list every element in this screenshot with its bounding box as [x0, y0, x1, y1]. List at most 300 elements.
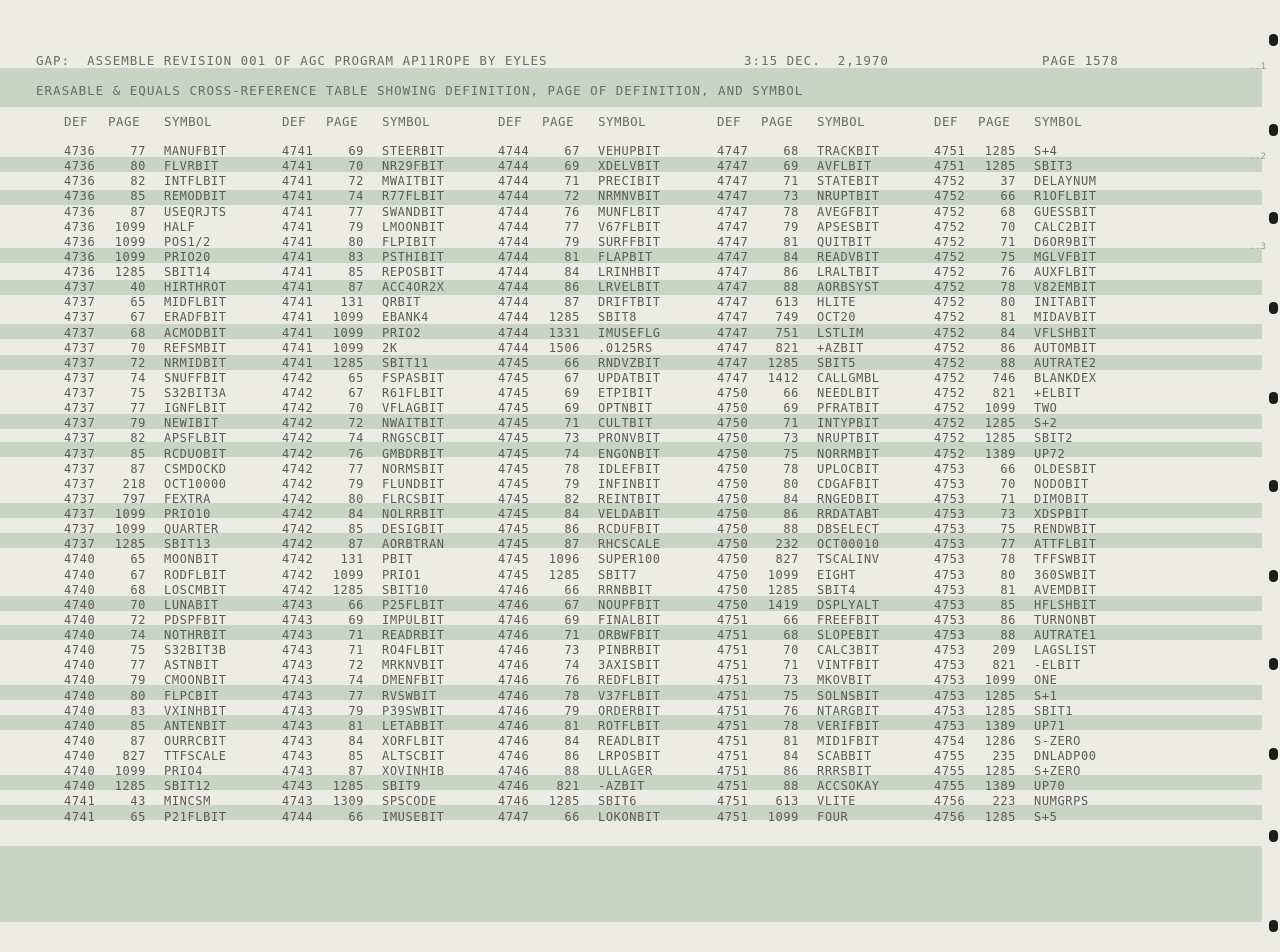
- def-cell: 4753: [934, 537, 966, 552]
- def-cell: 4747: [717, 325, 749, 340]
- symbol-cell: REMODBIT: [164, 189, 227, 204]
- page-cell: 83: [348, 249, 364, 264]
- page-cell: 67: [564, 370, 580, 385]
- def-cell: 4746: [498, 643, 530, 658]
- def-cell: 4742: [282, 567, 314, 582]
- symbol-cell: FLPCBIT: [164, 688, 219, 703]
- symbol-cell: RCDUFBIT: [598, 522, 661, 537]
- def-cell: 4744: [498, 219, 530, 234]
- def-cell: 4746: [498, 628, 530, 642]
- symbol-cell: LRPOSBIT: [598, 749, 661, 763]
- page-cell: 73: [1000, 507, 1016, 521]
- symbol-cell: MUNFLBIT: [598, 204, 661, 219]
- symbol-cell: PBIT: [382, 552, 414, 567]
- page-cell: 746: [992, 370, 1016, 385]
- page-cell: 1285: [984, 688, 1016, 703]
- page-cell: 66: [783, 386, 799, 400]
- page-cell: 65: [130, 295, 146, 310]
- page-cell: 79: [564, 703, 580, 718]
- def-cell: 4750: [717, 597, 749, 612]
- symbol-cell: DELAYNUM: [1034, 174, 1097, 189]
- def-cell: 4751: [717, 718, 749, 733]
- page-cell: 235: [992, 749, 1016, 763]
- page-cell: 87: [348, 280, 364, 295]
- def-cell: 4750: [717, 491, 749, 506]
- symbol-cell: REINTBIT: [598, 491, 661, 506]
- def-cell: 4744: [498, 340, 530, 355]
- symbol-cell: APSESBIT: [817, 219, 880, 234]
- page-cell: 86: [783, 507, 799, 521]
- page-cell: 70: [348, 159, 364, 174]
- def-cell: 4750: [717, 386, 749, 400]
- def-cell: 4751: [934, 159, 966, 174]
- page-cell: 74: [564, 446, 580, 461]
- def-cell: 4750: [717, 401, 749, 416]
- page-cell: 67: [564, 144, 580, 158]
- symbol-cell: LOKONBIT: [598, 809, 661, 824]
- symbol-cell: SBIT10: [382, 582, 429, 597]
- symbol-cell: PRIO4: [164, 764, 204, 779]
- symbol-cell: POS1/2: [164, 234, 211, 249]
- def-cell: 4745: [498, 522, 530, 537]
- def-cell: 4745: [498, 491, 530, 506]
- symbol-cell: R77FLBIT: [382, 189, 445, 204]
- def-cell: 4742: [282, 491, 314, 506]
- symbol-cell: HALF: [164, 219, 196, 234]
- def-cell: 4740: [64, 764, 96, 779]
- symbol-cell: CALLGMBL: [817, 370, 880, 385]
- symbol-cell: LETABBIT: [382, 718, 445, 733]
- symbol-cell: LRINHBIT: [598, 265, 661, 279]
- column-header-page: PAGE: [108, 114, 141, 129]
- symbol-cell: STATEBIT: [817, 174, 880, 189]
- def-cell: 4740: [64, 582, 96, 597]
- page-cell: 70: [783, 643, 799, 658]
- def-cell: 4753: [934, 507, 966, 521]
- def-cell: 4745: [498, 386, 530, 400]
- def-cell: 4745: [498, 446, 530, 461]
- symbol-cell: VEHUPBIT: [598, 144, 661, 158]
- feed-hole: [1269, 658, 1278, 670]
- symbol-cell: SBIT4: [817, 582, 857, 597]
- page-cell: 78: [1000, 552, 1016, 567]
- page-cell: 78: [783, 718, 799, 733]
- page-cell: 65: [130, 809, 146, 824]
- symbol-cell: CDGAFBIT: [817, 476, 880, 491]
- column-header-page: PAGE: [761, 114, 794, 129]
- symbol-cell: READLBIT: [598, 733, 661, 748]
- page-cell: 77: [1000, 537, 1016, 552]
- def-cell: 4737: [64, 537, 96, 552]
- feed-hole: [1269, 830, 1278, 842]
- symbol-cell: REPOSBIT: [382, 265, 445, 279]
- page-cell: 71: [564, 174, 580, 189]
- def-cell: 4736: [64, 159, 96, 174]
- def-cell: 4737: [64, 401, 96, 416]
- symbol-cell: AVFLBIT: [817, 159, 872, 174]
- symbol-cell: PRONVBIT: [598, 431, 661, 446]
- column-header-symbol: SYMBOL: [1034, 114, 1083, 129]
- def-cell: 4752: [934, 401, 966, 416]
- symbol-cell: SBIT3: [1034, 159, 1074, 174]
- symbol-cell: XDELVBIT: [598, 159, 661, 174]
- def-cell: 4747: [717, 249, 749, 264]
- def-cell: 4752: [934, 189, 966, 204]
- feed-hole: [1269, 124, 1278, 136]
- symbol-cell: AORBSYST: [817, 280, 880, 295]
- page-cell: 73: [783, 189, 799, 204]
- page-cell: 40: [130, 280, 146, 295]
- feed-hole: [1269, 748, 1278, 760]
- def-cell: 4746: [498, 582, 530, 597]
- page-cell: 78: [783, 204, 799, 219]
- def-cell: 4752: [934, 386, 966, 400]
- symbol-cell: TFFSWBIT: [1034, 552, 1097, 567]
- column-header-def: DEF: [717, 114, 742, 129]
- def-cell: 4741: [64, 809, 96, 824]
- def-cell: 4744: [498, 174, 530, 189]
- page-cell: 1285: [984, 431, 1016, 446]
- def-cell: 4747: [717, 219, 749, 234]
- page-cell: 79: [564, 234, 580, 249]
- column-header-def: DEF: [934, 114, 959, 129]
- page-cell: 1285: [984, 809, 1016, 824]
- symbol-cell: AUTRATE2: [1034, 355, 1097, 370]
- symbol-cell: REDFLBIT: [598, 673, 661, 688]
- def-cell: 4746: [498, 794, 530, 809]
- page-cell: 80: [1000, 567, 1016, 582]
- def-cell: 4741: [64, 794, 96, 809]
- page-cell: 1285: [548, 794, 580, 809]
- def-cell: 4742: [282, 552, 314, 567]
- symbol-cell: S+1: [1034, 688, 1058, 703]
- symbol-cell: CALC3BIT: [817, 643, 880, 658]
- def-cell: 4742: [282, 401, 314, 416]
- symbol-cell: ENGONBIT: [598, 446, 661, 461]
- def-cell: 4744: [498, 310, 530, 325]
- page-cell: 82: [564, 491, 580, 506]
- page-cell: 88: [783, 779, 799, 794]
- symbol-cell: ETPIBIT: [598, 386, 653, 400]
- header-page: PAGE 1578: [1042, 53, 1119, 68]
- page-cell: 1285: [332, 582, 364, 597]
- def-cell: 4747: [717, 144, 749, 158]
- def-cell: 4747: [717, 234, 749, 249]
- symbol-cell: READVBIT: [817, 249, 880, 264]
- page-cell: 66: [783, 612, 799, 627]
- def-cell: 4741: [282, 234, 314, 249]
- symbol-cell: FSPASBIT: [382, 370, 445, 385]
- page-cell: 86: [783, 764, 799, 779]
- symbol-cell: S32BIT3B: [164, 643, 227, 658]
- def-cell: 4745: [498, 567, 530, 582]
- def-cell: 4751: [717, 703, 749, 718]
- def-cell: 4750: [717, 537, 749, 552]
- symbol-cell: XOVINHIB: [382, 764, 445, 779]
- def-cell: 4740: [64, 718, 96, 733]
- page-cell: 66: [564, 809, 580, 824]
- def-cell: 4736: [64, 219, 96, 234]
- page-cell: 70: [130, 340, 146, 355]
- def-cell: 4737: [64, 446, 96, 461]
- def-cell: 4756: [934, 794, 966, 809]
- def-cell: 4752: [934, 355, 966, 370]
- def-cell: 4741: [282, 265, 314, 279]
- page-cell: 66: [564, 355, 580, 370]
- symbol-cell: S+5: [1034, 809, 1058, 824]
- symbol-cell: NTARGBIT: [817, 703, 880, 718]
- page-cell: 85: [348, 265, 364, 279]
- page-cell: 77: [564, 219, 580, 234]
- def-cell: 4737: [64, 386, 96, 400]
- symbol-cell: D6OR9BIT: [1034, 234, 1097, 249]
- symbol-cell: AUTRATE1: [1034, 628, 1097, 642]
- symbol-cell: AVEMDBIT: [1034, 582, 1097, 597]
- def-cell: 4752: [934, 431, 966, 446]
- page-cell: 79: [564, 476, 580, 491]
- def-cell: 4741: [282, 280, 314, 295]
- symbol-cell: +AZBIT: [817, 340, 864, 355]
- page-cell: 1099: [114, 507, 146, 521]
- def-cell: 4740: [64, 552, 96, 567]
- page-cell: 1412: [767, 370, 799, 385]
- symbol-cell: RVSWBIT: [382, 688, 437, 703]
- page-cell: 79: [348, 476, 364, 491]
- def-cell: 4746: [498, 764, 530, 779]
- page-cell: 68: [130, 582, 146, 597]
- page-cell: 87: [564, 537, 580, 552]
- symbol-cell: PRIO1: [382, 567, 422, 582]
- page-cell: 86: [564, 280, 580, 295]
- page-cell: 1099: [114, 764, 146, 779]
- page-cell: 84: [783, 749, 799, 763]
- symbol-cell: DSPLYALT: [817, 597, 880, 612]
- page-cell: 1096: [548, 552, 580, 567]
- symbol-cell: NRUPTBIT: [817, 431, 880, 446]
- page-cell: 84: [564, 507, 580, 521]
- page-cell: 1285: [332, 355, 364, 370]
- symbol-cell: NODOBIT: [1034, 476, 1089, 491]
- def-cell: 4744: [498, 204, 530, 219]
- def-cell: 4747: [717, 355, 749, 370]
- symbol-cell: LSTLIM: [817, 325, 864, 340]
- symbol-cell: INFINBIT: [598, 476, 661, 491]
- symbol-cell: RO4FLBIT: [382, 643, 445, 658]
- symbol-cell: PRECIBIT: [598, 174, 661, 189]
- symbol-cell: AUTOMBIT: [1034, 340, 1097, 355]
- page-cell: 82: [130, 431, 146, 446]
- page-cell: 71: [783, 174, 799, 189]
- symbol-cell: CALC2BIT: [1034, 219, 1097, 234]
- page-cell: 70: [1000, 476, 1016, 491]
- symbol-cell: SOLNSBIT: [817, 688, 880, 703]
- column-header-def: DEF: [498, 114, 523, 129]
- def-cell: 4744: [498, 159, 530, 174]
- page-cell: 78: [1000, 280, 1016, 295]
- page-cell: 77: [348, 461, 364, 476]
- page-cell: 65: [348, 370, 364, 385]
- page-cell: 84: [348, 507, 364, 521]
- symbol-cell: RNDVZBIT: [598, 355, 661, 370]
- page-cell: 74: [348, 431, 364, 446]
- def-cell: 4751: [934, 144, 966, 158]
- page-cell: 73: [564, 643, 580, 658]
- column-header-symbol: SYMBOL: [164, 114, 213, 129]
- feed-hole: [1269, 212, 1278, 224]
- page-cell: 81: [783, 234, 799, 249]
- symbol-cell: -ELBIT: [1034, 658, 1081, 673]
- symbol-cell: CMOONBIT: [164, 673, 227, 688]
- def-cell: 4746: [498, 612, 530, 627]
- def-cell: 4744: [498, 295, 530, 310]
- def-cell: 4753: [934, 522, 966, 537]
- page-cell: 80: [783, 476, 799, 491]
- symbol-cell: OPTNBIT: [598, 401, 653, 416]
- def-cell: 4751: [717, 779, 749, 794]
- column-header-page: PAGE: [978, 114, 1011, 129]
- symbol-cell: INTYPBIT: [817, 416, 880, 431]
- symbol-cell: IGNFLBIT: [164, 401, 227, 416]
- def-cell: 4747: [717, 265, 749, 279]
- page-cell: 1285: [548, 310, 580, 325]
- page-cell: 1285: [984, 703, 1016, 718]
- symbol-cell: NEWIBIT: [164, 416, 219, 431]
- def-cell: 4744: [498, 249, 530, 264]
- def-cell: 4753: [934, 688, 966, 703]
- page-cell: 72: [348, 658, 364, 673]
- page-cell: 1389: [984, 718, 1016, 733]
- symbol-cell: NOTHRBIT: [164, 628, 227, 642]
- column-header-page: PAGE: [542, 114, 575, 129]
- def-cell: 4743: [282, 688, 314, 703]
- page-cell: 79: [348, 219, 364, 234]
- page-cell: 1419: [767, 597, 799, 612]
- page-cell: 71: [564, 628, 580, 642]
- page-cell: 84: [783, 491, 799, 506]
- page-cell: 78: [564, 688, 580, 703]
- def-cell: 4743: [282, 749, 314, 763]
- symbol-cell: ANTENBIT: [164, 718, 227, 733]
- page-cell: 66: [1000, 189, 1016, 204]
- def-cell: 4746: [498, 779, 530, 794]
- def-cell: 4741: [282, 310, 314, 325]
- symbol-cell: SPSCODE: [382, 794, 437, 809]
- def-cell: 4736: [64, 265, 96, 279]
- def-cell: 4743: [282, 612, 314, 627]
- def-cell: 4742: [282, 386, 314, 400]
- symbol-cell: SBIT1: [1034, 703, 1074, 718]
- page-cell: 69: [783, 401, 799, 416]
- symbol-cell: LUNABIT: [164, 597, 219, 612]
- page-cell: 71: [348, 628, 364, 642]
- def-cell: 4747: [717, 340, 749, 355]
- def-cell: 4740: [64, 779, 96, 794]
- def-cell: 4746: [498, 597, 530, 612]
- def-cell: 4753: [934, 628, 966, 642]
- page-cell: 37: [1000, 174, 1016, 189]
- page-cell: 81: [1000, 582, 1016, 597]
- def-cell: 4753: [934, 476, 966, 491]
- symbol-cell: IMUSEFLG: [598, 325, 661, 340]
- def-cell: 4737: [64, 507, 96, 521]
- def-cell: 4751: [717, 628, 749, 642]
- symbol-cell: VLITE: [817, 794, 857, 809]
- def-cell: 4737: [64, 431, 96, 446]
- page-cell: 70: [1000, 219, 1016, 234]
- symbol-cell: FOUR: [817, 809, 849, 824]
- symbol-cell: BLANKDEX: [1034, 370, 1097, 385]
- page-cell: 84: [348, 733, 364, 748]
- symbol-cell: +ELBIT: [1034, 386, 1081, 400]
- def-cell: 4751: [717, 673, 749, 688]
- symbol-cell: AORBTRAN: [382, 537, 445, 552]
- symbol-cell: RHCSCALE: [598, 537, 661, 552]
- symbol-cell: PRIO20: [164, 249, 211, 264]
- def-cell: 4750: [717, 507, 749, 521]
- def-cell: 4741: [282, 174, 314, 189]
- def-cell: 4756: [934, 809, 966, 824]
- page-cell: 87: [348, 537, 364, 552]
- symbol-cell: LOSCMBIT: [164, 582, 227, 597]
- page-cell: 88: [564, 764, 580, 779]
- page-cell: 86: [564, 522, 580, 537]
- margin-mark: ..1: [1249, 62, 1266, 72]
- symbol-cell: NWAITBIT: [382, 416, 445, 431]
- page-cell: 71: [783, 658, 799, 673]
- page-cell: 88: [1000, 355, 1016, 370]
- def-cell: 4753: [934, 597, 966, 612]
- symbol-cell: AUXFLBIT: [1034, 265, 1097, 279]
- page-cell: 86: [1000, 612, 1016, 627]
- def-cell: 4747: [717, 295, 749, 310]
- def-cell: 4750: [717, 476, 749, 491]
- page-cell: 749: [775, 310, 799, 325]
- symbol-cell: STEERBIT: [382, 144, 445, 158]
- symbol-cell: DBSELECT: [817, 522, 880, 537]
- page-cell: 797: [122, 491, 146, 506]
- symbol-cell: MANUFBIT: [164, 144, 227, 158]
- def-cell: 4737: [64, 461, 96, 476]
- symbol-cell: PSTHIBIT: [382, 249, 445, 264]
- symbol-cell: RNGSCBIT: [382, 431, 445, 446]
- page-cell: 80: [348, 234, 364, 249]
- page-cell: 74: [130, 628, 146, 642]
- page-cell: 613: [775, 794, 799, 809]
- symbol-cell: IDLEFBIT: [598, 461, 661, 476]
- page-cell: 1099: [114, 249, 146, 264]
- symbol-cell: IMUSEBIT: [382, 809, 445, 824]
- page-cell: 86: [1000, 340, 1016, 355]
- symbol-cell: MKOVBIT: [817, 673, 872, 688]
- def-cell: 4752: [934, 219, 966, 234]
- symbol-cell: SBIT12: [164, 779, 211, 794]
- symbol-cell: UP72: [1034, 446, 1066, 461]
- def-cell: 4741: [282, 204, 314, 219]
- page-cell: 85: [348, 522, 364, 537]
- symbol-cell: NORRMBIT: [817, 446, 880, 461]
- symbol-cell: TTFSCALE: [164, 749, 227, 763]
- feed-hole: [1269, 392, 1278, 404]
- def-cell: 4746: [498, 733, 530, 748]
- symbol-cell: DNLADP00: [1034, 749, 1097, 763]
- def-cell: 4752: [934, 295, 966, 310]
- symbol-cell: ALTSCBIT: [382, 749, 445, 763]
- def-cell: 4744: [498, 189, 530, 204]
- column-header-page: PAGE: [326, 114, 359, 129]
- symbol-cell: MINCSM: [164, 794, 211, 809]
- symbol-cell: UPDATBIT: [598, 370, 661, 385]
- def-cell: 4742: [282, 582, 314, 597]
